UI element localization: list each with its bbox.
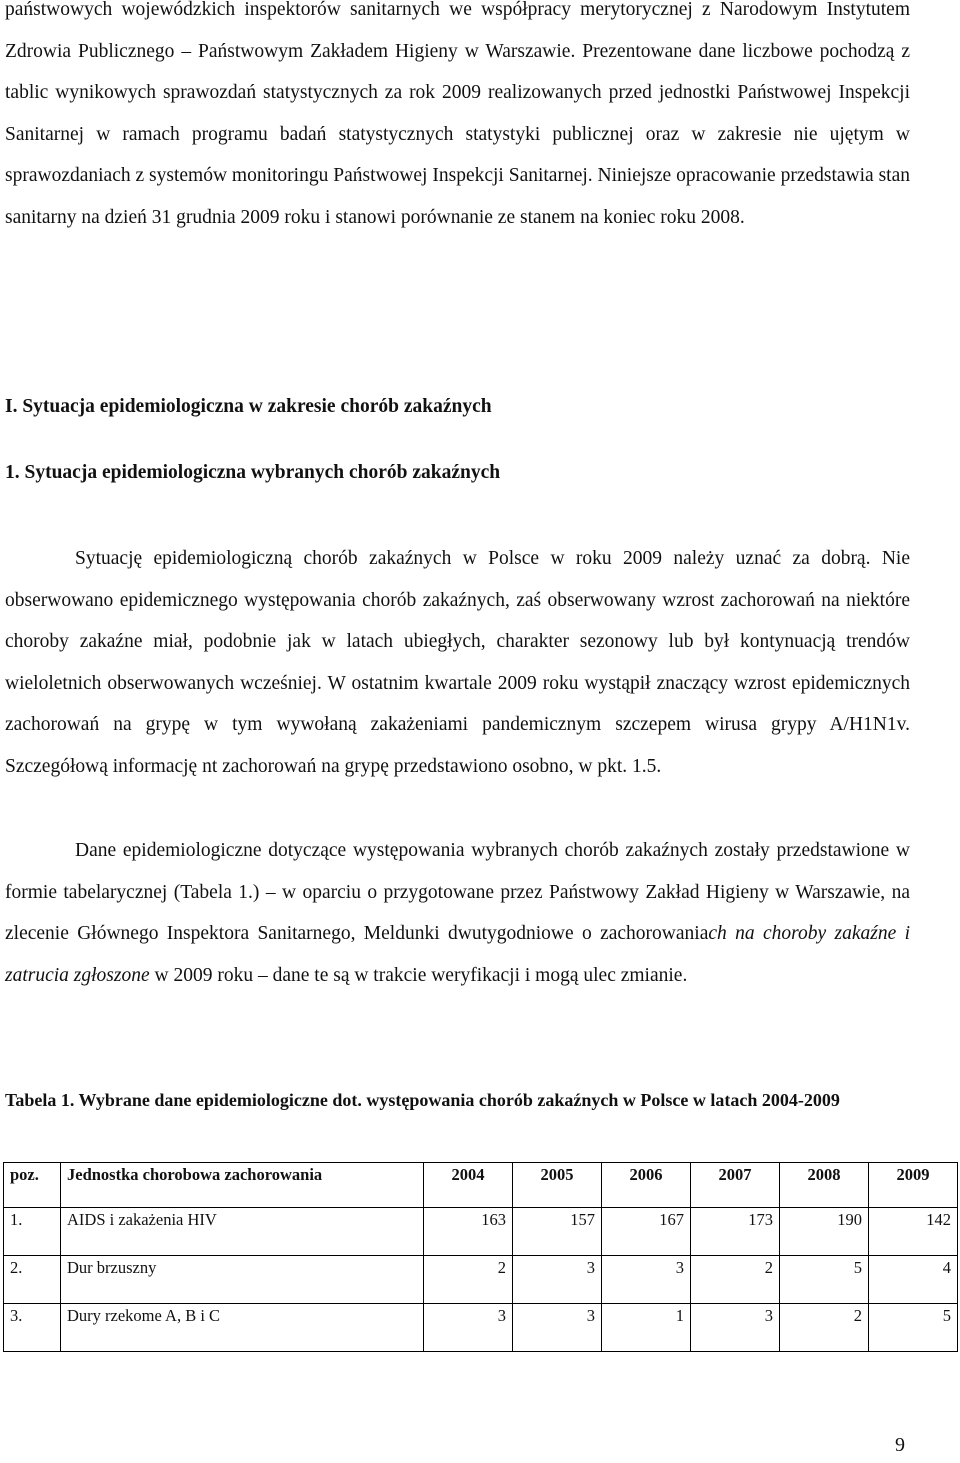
data-source-paragraph	[5, 830, 910, 996]
table-cell: 3.	[4, 1304, 61, 1352]
header-cell: 2004	[424, 1163, 513, 1208]
table-cell: 3	[602, 1256, 691, 1304]
table-row	[4, 1304, 958, 1352]
table-cell: 5	[869, 1304, 958, 1352]
header-cell: 2005	[513, 1163, 602, 1208]
table-cell: 5	[780, 1256, 869, 1304]
data-source-italic-text: ch na choroby zakaźne i zatrucia zgłoszone	[5, 923, 910, 986]
section-heading: I. Sytuacja epidemiologiczna w zakresie chorób zakaźnych	[5, 396, 492, 417]
table-cell: 4	[869, 1256, 958, 1304]
table-cell: Dury rzekome A, B i C	[61, 1304, 424, 1352]
table-cell: 1.	[4, 1208, 61, 1256]
table-cell: 163	[424, 1208, 513, 1256]
epidemiology-table	[3, 1162, 958, 1352]
table-cell: 2.	[4, 1256, 61, 1304]
data-source-text: Dane epidemiologiczne dotyczące występowania wybranych chorób zakaźnych zostały przedstawione w formie tabelarycznej (Tabela 1.) – w oparciu o przygotowane przez Państwowy Zakład Higieny w Warszawie, na zlecenie Głównego Inspektora Sanitarnego, Meldunki dwutygodniowe o zachorowania	[5, 840, 910, 944]
table-row	[4, 1208, 958, 1256]
page-number: 9	[895, 1434, 905, 1456]
header-cell: 2008	[780, 1163, 869, 1208]
table-cell: 3	[424, 1304, 513, 1352]
table-cell: 3	[691, 1304, 780, 1352]
table-cell: 167	[602, 1208, 691, 1256]
header-cell: poz.	[4, 1163, 61, 1208]
table-cell: 3	[513, 1256, 602, 1304]
situation-paragraph: Sytuację epidemiologiczną chorób zakaźnych w Polsce w roku 2009 należy uznać za dobrą. Nie obserwowano epidemicznego występowania chorób zakaźnych, zaś obserwowany wzrost zachorowań na niektóre choroby zakaźne miał, podobnie jak w latach ubiegłych, charakter sezonowy lub był kontynuacją trendów wieloletnich obserwowanych wcześniej. W ostatnim kwartale 2009 roku wystąpił znaczący wzrost epidemicznych zachorowań na grypę w tym wywołaną zakażeniami pandemicznym szczepem wirusa grypy A/H1N1v. Szczegółową informację nt zachorowań na grypę przedstawiono osobno, w pkt. 1.5.	[5, 548, 910, 777]
table-cell: 173	[691, 1208, 780, 1256]
table-cell: 2	[780, 1304, 869, 1352]
subsection-heading: 1. Sytuacja epidemiologiczna wybranych chorób zakaźnych	[5, 462, 501, 483]
header-cell: Jednostka chorobowa zachorowania	[61, 1163, 424, 1208]
table-cell: 2	[424, 1256, 513, 1304]
table-row	[4, 1256, 958, 1304]
table-cell: 142	[869, 1208, 958, 1256]
table-cell: AIDS i zakażenia HIV	[61, 1208, 424, 1256]
table-cell: 3	[513, 1304, 602, 1352]
table-cell: Dur brzuszny	[61, 1256, 424, 1304]
table-cell: 2	[691, 1256, 780, 1304]
table-cell: 1	[602, 1304, 691, 1352]
header-cell: 2006	[602, 1163, 691, 1208]
table-header-row	[4, 1163, 958, 1208]
intro-paragraph: państwowych wojewódzkich inspektorów sanitarnych we współpracy merytorycznej z Narodowym Instytutem Zdrowia Publicznego – Państwowym Zakładem Higieny w Warszawie. Prezentowane dane liczbowe pochodzą z tablic wynikowych sprawozdań statystycznych za rok 2009 realizowanych przed jednostki Państwowej Inspekcji Sanitarnej w ramach programu badań statystycznych statystyki publicznej oraz w zakresie nie ujętym w sprawozdaniach z systemów monitoringu Państwowej Inspekcji Sanitarnej. Niniejsze opracowanie przedstawia stan sanitarny na dzień 31 grudnia 2009 roku i stanowi porównanie ze stanem na koniec roku 2008.	[5, 0, 910, 228]
header-cell: 2007	[691, 1163, 780, 1208]
table-caption: Tabela 1. Wybrane dane epidemiologiczne dot. występowania chorób zakaźnych w Polsce w latach 2004-2009	[5, 1090, 840, 1110]
table-cell: 190	[780, 1208, 869, 1256]
table-cell: 157	[513, 1208, 602, 1256]
data-source-text-end: w 2009 roku – dane te są w trakcie weryfikacji i mogą ulec zmianie.	[149, 964, 688, 986]
header-cell: 2009	[869, 1163, 958, 1208]
